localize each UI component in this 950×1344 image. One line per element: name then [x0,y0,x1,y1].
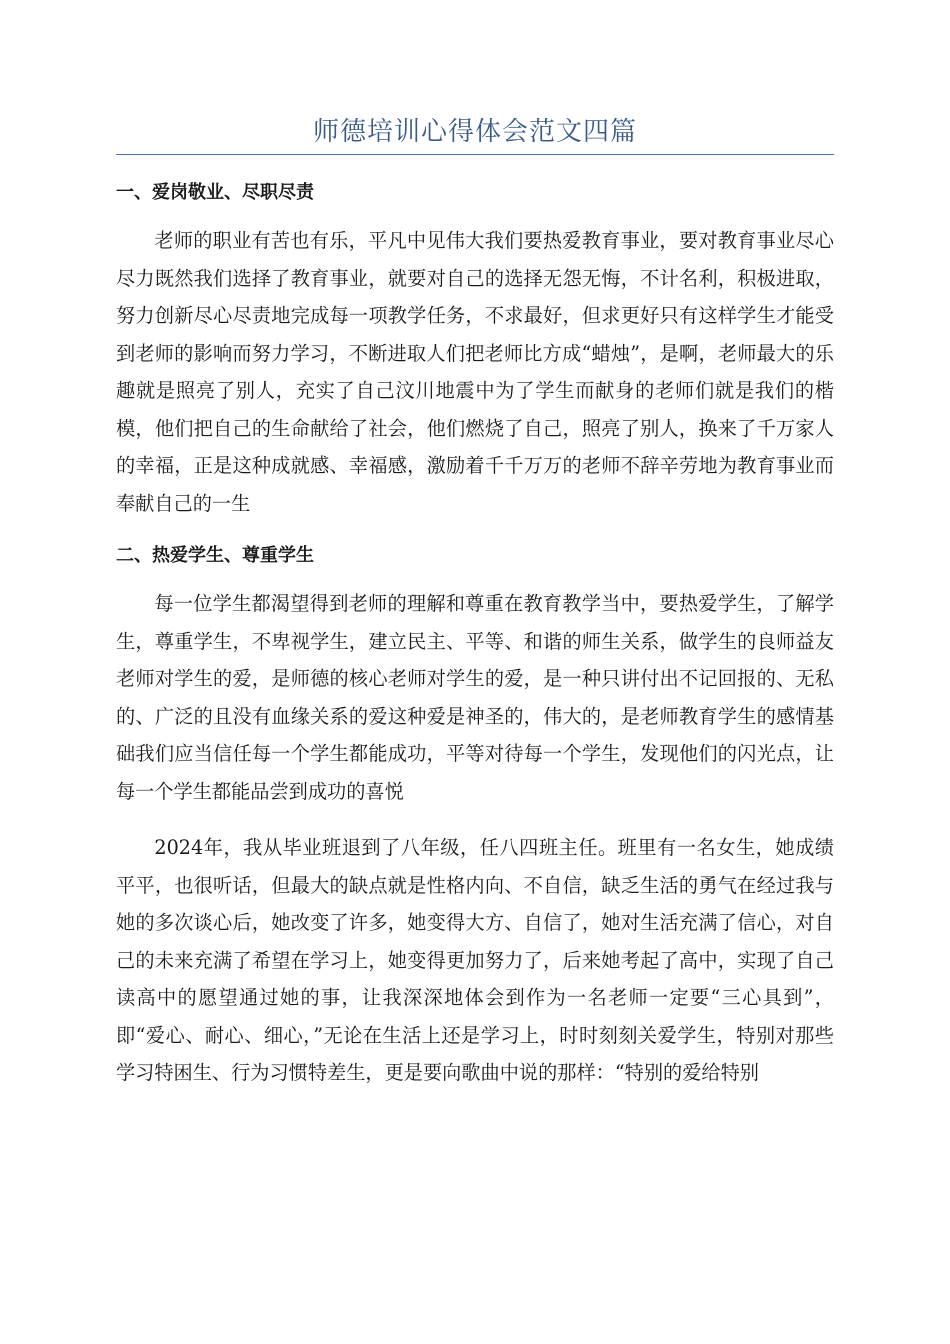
document-page [116,112,834,1092]
section-2-paragraph-2: 2024年，我从毕业班退到了八年级，任八四班主任。班里有一名女生，她成绩平平，也很听话，但最大的缺点就是性格内向、不自信，缺乏生活的勇气在经过我与她的多次谈心后，她改变了许多，她变得大方、自信了，她对生活充满了信心，对自己的未来充满了希望在学习上，她变得更加努力了，后来她考起了高中，实现了自己读高中的愿望通过她的事，让我深深地体会到作为一名老师一定要“三心具到”，即“爱心、耐心、细心，”无论在生活上还是学习上，时时刻刻关爱学生，特别对那些学习特困生、行为习惯特差生，更是要向歌曲中说的那样：“特别的爱给特别 [116,836,834,1084]
section-1-paragraph-1: 老师的职业有苦也有乐，平凡中见伟大我们要热爱教育事业，要对教育事业尽心尽力既然我们选择了教育事业，就要对自己的选择无怨无悔，不计名利，积极进取，努力创新尽心尽责地完成每一项教学任务，不求最好，但求更好只有这样学生才能受到老师的影响而努力学习，不断进取人们把老师比方成“蜡烛”，是啊，老师最大的乐趣就是照亮了别人，充实了自己汶川地震中为了学生而献身的老师们就是我们的楷模，他们把自己的生命献给了社会，他们燃烧了自己，照亮了别人，换来了千万家人的幸福，正是这种成就感、幸福感，激励着千千万万的老师不辞辛劳地为教育事业而奉献自己的一生 [116,229,834,515]
section-heading-2: 二、热爱学生、尊重学生 [116,545,314,566]
title-underline [116,154,834,155]
section-heading-1: 一、爱岗敬业、尽职尽责 [116,182,314,203]
document-title: 师德培训心得体会范文四篇 [312,117,637,147]
section-2-paragraph-1: 每一位学生都渴望得到老师的理解和尊重在教育教学当中，要热爱学生，了解学生，尊重学生，不卑视学生，建立民主、平等、和谐的师生关系，做学生的良师益友老师对学生的爱，是师德的核心老师对学生的爱，是一种只讲付出不记回报的、无私的、广泛的且没有血缘关系的爱这种爱是神圣的，伟大的，是老师教育学生的感情基础我们应当信任每一个学生都能成功，平等对待每一个学生，发现他们的闪光点，让每一个学生都能品尝到成功的喜悦 [116,592,834,803]
